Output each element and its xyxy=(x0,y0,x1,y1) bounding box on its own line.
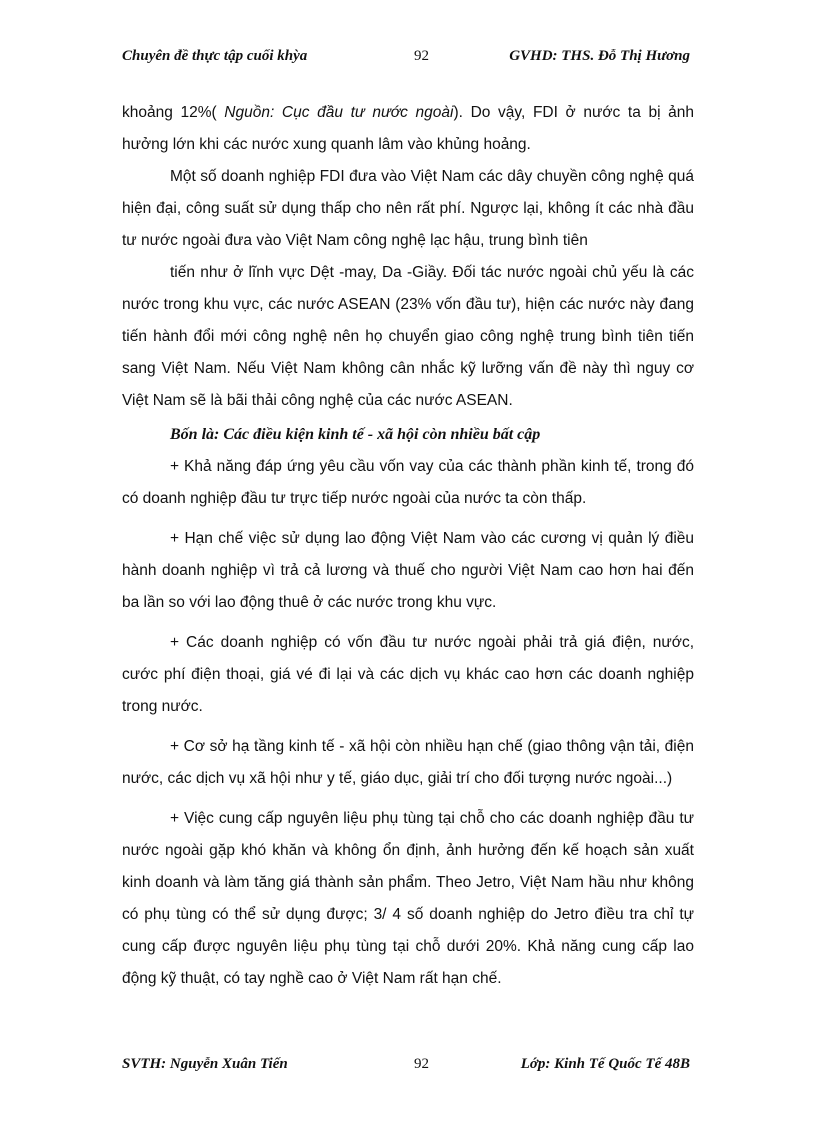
header-page-number: 92 xyxy=(414,48,429,64)
paragraph-1-text-b: ). Do vậy, FDI ở nước ta bị ảnh hưởng lớn khi các nước xung quanh lâm vào khủng hoảng. xyxy=(122,104,695,153)
footer-student: SVTH: Nguyễn Xuân Tiến xyxy=(122,1056,288,1072)
footer-class: Lớp: Kinh Tế Quốc Tế 48B xyxy=(520,1056,690,1072)
paragraph-8: + Việc cung cấp nguyên liệu phụ tùng tại chỗ cho các doanh nghiệp đầu tư nước ngoài gặp khó khăn và không ổn định, ảnh hưởng đến kế hoạch sản xuất kinh doanh và làm tăng giá thành sản phẩm. Theo Jetro, Việt Nam hầu như không có phụ tùng có thể sử dụng được; 3/ 4 số doanh nghiệp do Jetro điều tra chỉ tự cung cấp được nguyên liệu phụ tùng tại chỗ dưới 20%. Khả năng cung cấp lao động kỹ thuật, có tay nghề cao ở Việt Nam rất hạn chế. xyxy=(122,810,694,987)
paragraph-7: + Cơ sở hạ tầng kinh tế - xã hội còn nhiều hạn chế (giao thông vận tải, điện nước, các dịch vụ xã hội như y tế, giáo dục, giải trí cho đối tượng nước ngoài...) xyxy=(122,738,694,787)
paragraph-1-text-a: khoảng 12%( xyxy=(122,104,217,121)
paragraph-4: + Khả năng đáp ứng yêu cầu vốn vay của các thành phần kinh tế, trong đó có doanh nghiệp đầu tư trực tiếp nước ngoài của nước ta còn thấp. xyxy=(122,458,694,507)
footer-page-number: 92 xyxy=(414,1056,429,1072)
source-citation: Nguồn: Cục đầu tư nước ngoài xyxy=(216,104,454,121)
page-header xyxy=(122,48,690,72)
paragraph-2: Một số doanh nghiệp FDI đưa vào Việt Nam các dây chuyền công nghệ quá hiện đại, công suất sử dụng thấp cho nên rất phí. Ngược lại, không ít các nhà đầu tư nước ngoài đưa vào Việt Nam công nghệ lạc hậu, trung bình tiên xyxy=(122,168,694,249)
page-footer xyxy=(122,1056,690,1080)
paragraph-5: + Hạn chế việc sử dụng lao động Việt Nam vào các cương vị quản lý điều hành doanh nghiệp vì trả cả lương và thuế cho người Việt Nam cao hơn hai đến ba lần so với lao động thuê ở các nước trong khu vực. xyxy=(122,530,694,611)
header-title: Chuyên đề thực tập cuối khỳa xyxy=(122,48,308,64)
page-body xyxy=(122,97,694,995)
paragraph-1 xyxy=(122,97,694,161)
section-heading: Bốn là: Các điều kiện kinh tế - xã hội còn nhiều bất cập xyxy=(170,426,541,443)
paragraph-3: tiến như ở lĩnh vực Dệt -may, Da -Giầy. Đối tác nước ngoài chủ yếu là các nước trong khu vực, các nước ASEAN (23% vốn đầu tư), hiện các nước này đang tiến hành đổi mới công nghệ nên họ chuyển giao công nghệ trung bình tiên tiến sang Việt Nam. Nếu Việt Nam không cân nhắc kỹ lưỡng vấn đề này thì nguy cơ Việt Nam sẽ là bãi thải công nghệ của các nước ASEAN. xyxy=(122,264,694,409)
header-advisor: GVHD: THS. Đỗ Thị Hương xyxy=(509,48,690,64)
paragraph-6: + Các doanh nghiệp có vốn đầu tư nước ngoài phải trả giá điện, nước, cước phí điện thoại, giá vé đi lại và các dịch vụ khác cao hơn các doanh nghiệp trong nước. xyxy=(122,634,694,715)
